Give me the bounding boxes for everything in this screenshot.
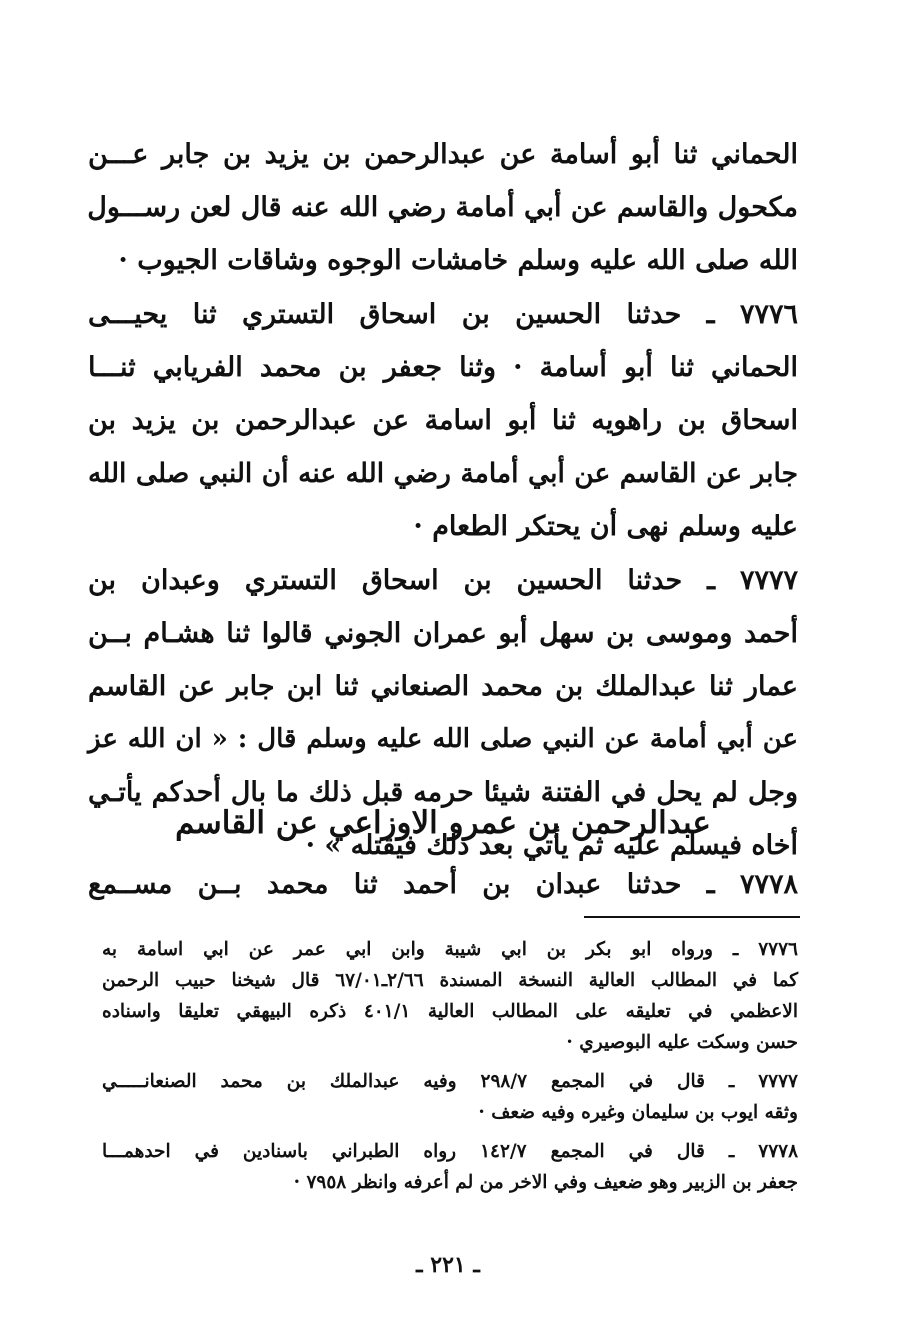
- text-line: جابر عن القاسم عن أبي أمامة رضي الله عنه أن النبي صلى الله: [88, 458, 798, 490]
- text-line: أحمد وموسى بن سهل أبو عمران الجوني قالوا ثنا هشـام بــن: [88, 617, 798, 649]
- footnote-line: الاعظمي في تعليقه على المطالب العالية ٤٠١/١ ذكره البيهقي تعليقا واسناده: [102, 1001, 798, 1022]
- footnote-7778: [102, 1136, 798, 1198]
- text-line: اسحاق بن راهويه ثنا أبو اسامة عن عبدالرحمن بن يزيد بن: [88, 404, 798, 436]
- text-line: أخاه فيسلم عليه ثم يأتي بعد ذلك فيقتله » ·: [305, 830, 798, 862]
- main-text: [88, 128, 798, 873]
- page-number: ـ ٢٢١ ـ: [416, 1252, 480, 1278]
- text-line: مكحول والقاسم عن أبي أمامة رضي الله عنه قال لعن رســـول: [87, 192, 798, 224]
- footnote-line: كما في المطالب العالية النسخة المسندة ٢/٦٦ـ٦٧/٠١ قال شيخنا حبيب الرحمن: [102, 970, 798, 991]
- footnote-line: ٧٧٧٧ ـ قال في المجمع ٢٩٨/٧ وفيه عبدالملك بن محمد الصنعانـــــي: [102, 1071, 798, 1092]
- footnote-line: حسن وسكت عليه البوصيري ·: [566, 1032, 798, 1053]
- text-line: الحماني ثنا أبو أسامة عن عبدالرحمن بن يزيد بن جابر عـــن: [88, 139, 798, 170]
- text-line: وجل لم يحل في الفتنة شيئا حرمه قبل ذلك ما بال أحدكم يأتـي: [88, 777, 798, 809]
- footnote-separator: [584, 916, 800, 918]
- text-line: عليه وسلم نهى أن يحتكر الطعام ·: [413, 511, 798, 543]
- text-line: الحماني ثنا أبو أسامة · وثنا جعفر بن محمد الفريابي ثنـــا: [88, 351, 798, 383]
- footnotes: [102, 934, 798, 1198]
- footnote-line: ٧٧٧٨ ـ قال في المجمع ١٤٢/٧ رواه الطبراني باسنادين في احدهمـــا: [102, 1141, 799, 1162]
- hadith-7777-start: ٧٧٧٧ ـ حدثنا الحسين بن اسحاق التستري وعبدان بن: [88, 564, 798, 596]
- text-line: الله صلى الله عليه وسلم خامشات الوجوه وشاقات الجيوب ·: [118, 245, 798, 277]
- footnote-7777: [102, 1066, 798, 1128]
- footnote-line: ٧٧٧٦ ـ ورواه ابو بكر بن ابي شيبة وابن ابي عمر عن ابي اسامة به: [102, 939, 798, 960]
- footnote-7776: [102, 934, 798, 1058]
- section-heading: عبدالرحمن بن عمرو الاوزاعي عن القاسم: [175, 805, 711, 841]
- text-line: عن أبي أمامة عن النبي صلى الله عليه وسلم قال : « ان الله عز: [88, 724, 798, 755]
- hadith-7776-start: ٧٧٧٦ ـ حدثنا الحسين بن اسحاق التستري ثنا يحيـــى: [88, 298, 798, 330]
- text-line: عمار ثنا عبدالملك بن محمد الصنعاني ثنا ابن جابر عن القاسم: [88, 670, 798, 702]
- footnote-line: وثقه ايوب بن سليمان وغيره وفيه ضعف ·: [478, 1102, 798, 1123]
- footnote-line: جعفر بن الزبير وهو ضعيف وفي الاخر من لم أعرفه وانظر ٧٩٥٨ ·: [293, 1172, 798, 1193]
- hadith-7778-start: ٧٧٧٨ ـ حدثنا عبدان بن أحمد ثنا محمد بــن مســمع: [88, 869, 798, 900]
